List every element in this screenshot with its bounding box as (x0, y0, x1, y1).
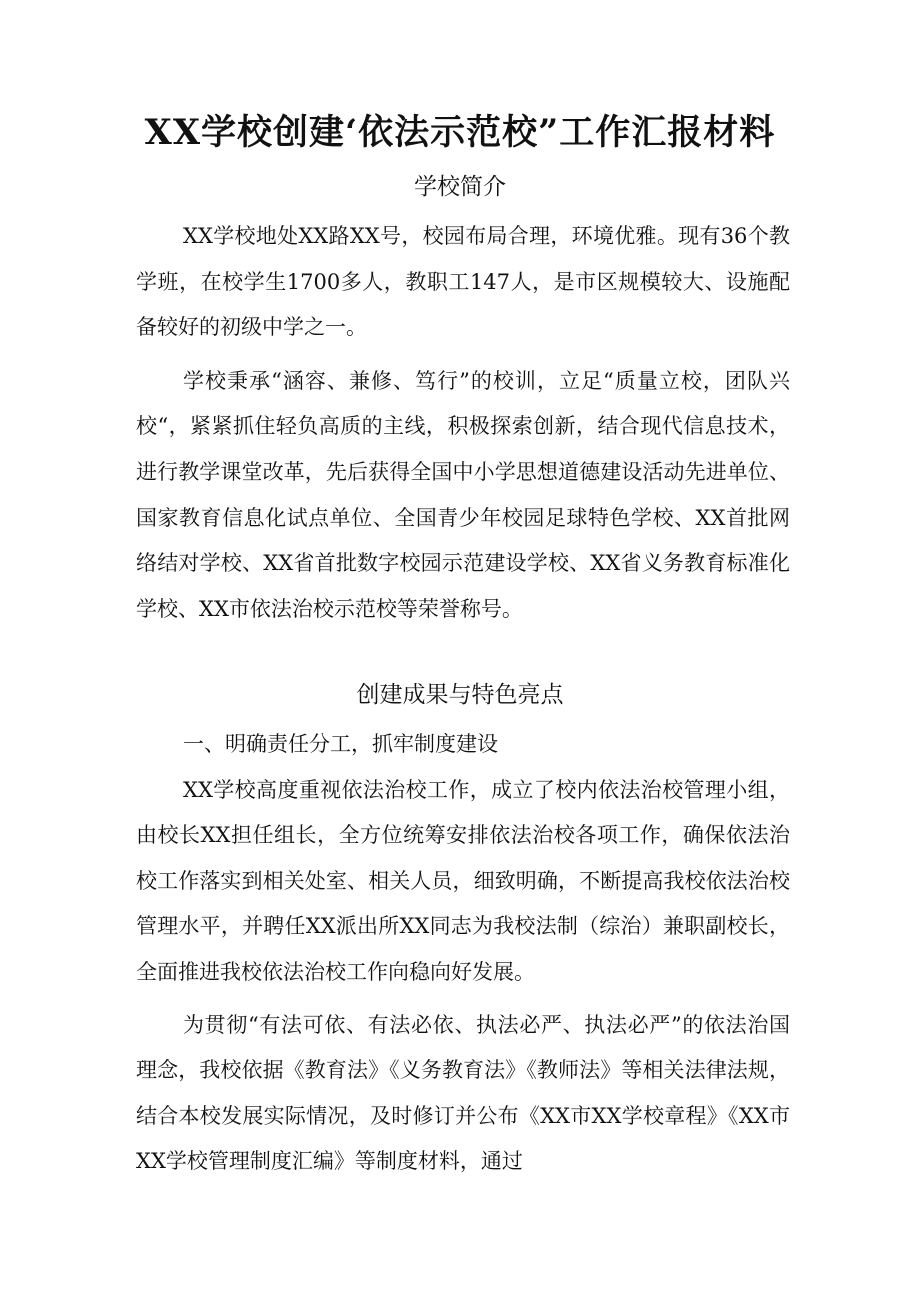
paragraph: 学校秉承“涵容、兼修、笃行”的校训，立足“质量立校，团队兴校“，紧紧抓住轻负高质的主线，积极探索创新，结合现代信息技术，进行教学课堂改革，先后获得全国中小学思想道德建设活动先进单位、国家教育信息化试点单位、全国青少年校园足球特色学校、XX首批网络结对学校、XX省首批数字校园示范建设学校、XX省义务教育标准化学校、XX市依法治校示范校等荣誉称号。 (136, 368, 790, 621)
paragraph: 为贯彻“有法可依、有法必依、执法必严、执法必严”的依法治国理念，我校依据《教育法》《义务教育法》《教师法》等相关法律法规，结合本校发展实际情况，及时修订并公布《XX市XX学校章程》《XX市XX学校管理制度汇编》等制度材料，通过 (136, 1012, 790, 1174)
section-body-results (136, 722, 790, 1185)
section-body-intro (136, 214, 790, 632)
subheading: 一、明确责任分工，抓牢制度建设 (183, 732, 498, 756)
paragraph: XX学校高度重视依法治校工作，成立了校内依法治校管理小组，由校长XX担任组长，全方位统筹安排依法治校各项工作，确保依法治校工作落实到相关处室、相关人员，细致明确，不断提高我校依法治校管理水平，并聘任XX派出所XX同志为我校法制（综治）兼职副校长，全面推进我校依法治校工作向稳向好发展。 (136, 777, 790, 984)
section-heading-results: 创建成果与特色亮点 (356, 682, 564, 708)
paragraph: XX学校地处XX路XX号，校园布局合理，环境优雅。现有36个教学班，在校学生1700多人，教职工147人，是市区规模较大、设施配备较好的初级中学之一。 (136, 224, 790, 340)
document-title: XX学校创建‘依法示范校”工作汇报材料 (144, 112, 776, 153)
section-heading-intro: 学校简介 (414, 174, 506, 200)
